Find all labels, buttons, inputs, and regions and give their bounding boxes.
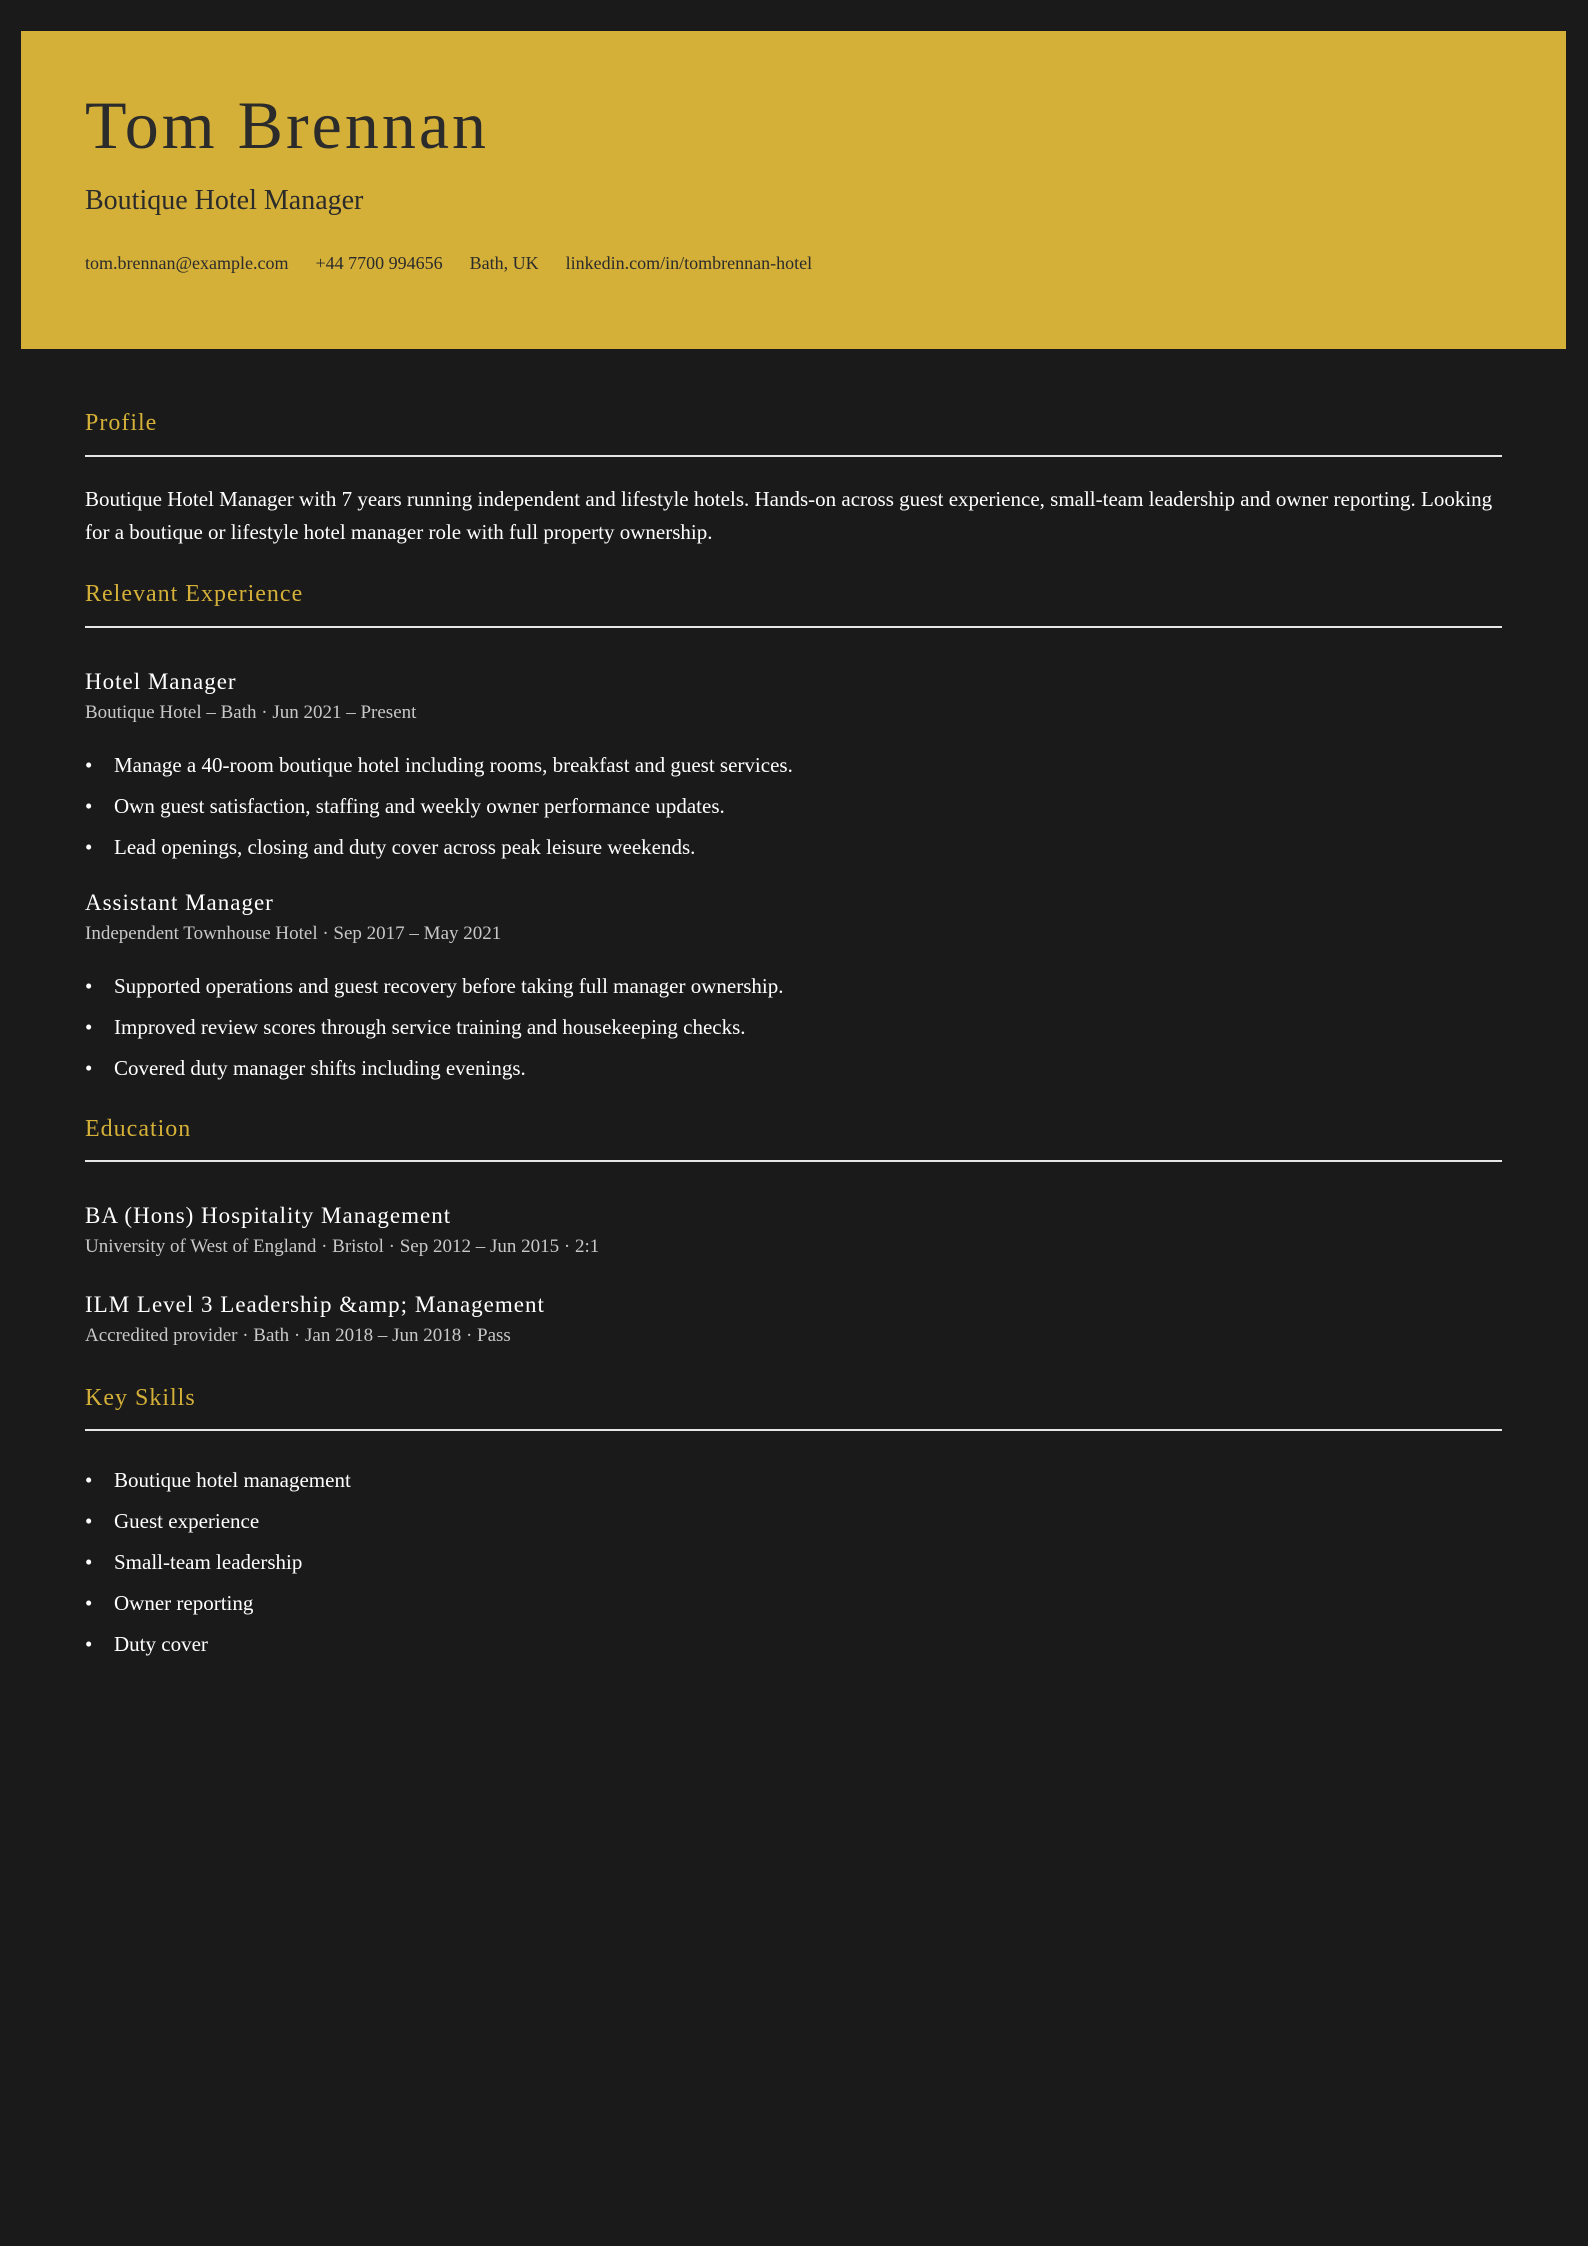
profile-summary: Boutique Hotel Manager with 7 years running independent and lifestyle hotels. Hands-on across guest experience, small-team leadership and owner reporting. Looking for a boutique or lifestyle hotel manager role with full property ownership. — [85, 487, 1493, 544]
bullet-icon: • — [85, 794, 93, 818]
bullet-icon: • — [85, 1468, 93, 1492]
list-item: • Supported operations and guest recovery before taking full manager ownership. — [85, 974, 784, 998]
job-meta: Independent Townhouse Hotel · Sep 2017 – May 2021 — [85, 923, 502, 944]
list-item: • Duty cover — [85, 1632, 208, 1656]
job-meta: Boutique Hotel – Bath · Jun 2021 – Present — [85, 702, 417, 723]
bullet-icon: • — [85, 1591, 93, 1615]
education-meta: University of West of England · Bristol · Sep 2012 – Jun 2015 · 2:1 — [85, 1236, 600, 1257]
contact-phone[interactable]: +44 7700 994656 — [315, 253, 443, 273]
list-item: • Small-team leadership — [85, 1550, 303, 1574]
list-item: • Guest experience — [85, 1509, 260, 1533]
education-title: BA (Hons) Hospitality Management — [85, 1203, 452, 1228]
section-divider — [85, 455, 1502, 457]
list-item: • Owner reporting — [85, 1591, 254, 1615]
bullet-icon: • — [85, 1015, 93, 1039]
list-item: • Covered duty manager shifts including evenings. — [85, 1056, 526, 1080]
bullet-icon: • — [85, 1509, 93, 1533]
list-item: • Manage a 40-room boutique hotel including rooms, breakfast and guest services. — [85, 753, 793, 777]
job-title: Hotel Manager — [85, 669, 237, 694]
section-divider — [85, 1429, 1502, 1431]
bullet-icon: • — [85, 1550, 93, 1574]
bullet-icon: • — [85, 835, 93, 859]
section-title-education: Education — [85, 1116, 192, 1142]
list-item: • Own guest satisfaction, staffing and weekly owner performance updates. — [85, 794, 725, 818]
section-divider — [85, 1160, 1502, 1162]
contact-location: Bath, UK — [469, 253, 539, 273]
contact-email[interactable]: tom.brennan@example.com — [85, 253, 289, 273]
bullet-icon: • — [85, 753, 93, 777]
bullet-icon: • — [85, 1632, 93, 1656]
education-meta: Accredited provider · Bath · Jan 2018 – Jun 2018 · Pass — [85, 1325, 511, 1346]
skills-list — [85, 1470, 1502, 1675]
contact-linkedin[interactable]: linkedin.com/in/tombrennan-hotel — [565, 253, 813, 273]
job-bullets — [85, 755, 1502, 878]
candidate-role: Boutique Hotel Manager — [85, 185, 364, 216]
list-item: • Boutique hotel management — [85, 1468, 351, 1492]
list-item: • Lead openings, closing and duty cover across peak leisure weekends. — [85, 835, 696, 859]
candidate-name: Tom Brennan — [85, 87, 490, 163]
job-bullets — [85, 976, 1502, 1099]
education-title: ILM Level 3 Leadership &amp; Management — [85, 1292, 545, 1317]
contact-list — [85, 254, 812, 272]
section-title-experience: Relevant Experience — [85, 581, 304, 607]
bullet-icon: • — [85, 1056, 93, 1080]
bullet-icon: • — [85, 974, 93, 998]
resume-header — [21, 31, 1566, 349]
section-title-profile: Profile — [85, 410, 158, 436]
job-title: Assistant Manager — [85, 890, 274, 915]
section-title-skills: Key Skills — [85, 1385, 196, 1411]
section-divider — [85, 626, 1502, 628]
list-item: • Improved review scores through service training and housekeeping checks. — [85, 1015, 746, 1039]
